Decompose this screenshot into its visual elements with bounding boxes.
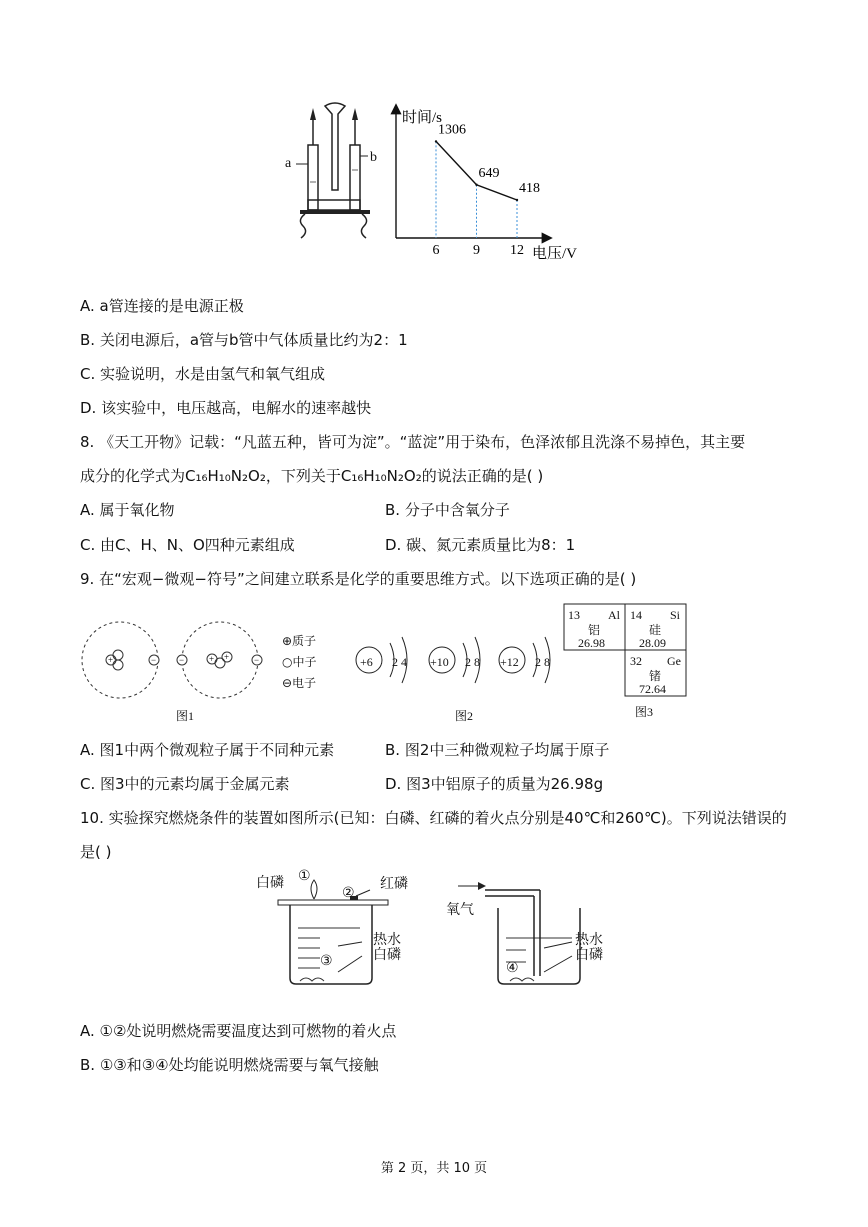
combustion-apparatus-figure — [250, 868, 630, 993]
q10-stem-line2: 是( ) — [80, 843, 112, 861]
series-line — [436, 141, 517, 200]
atom3-nucleus: +12 — [500, 655, 519, 669]
q7-option-c: C. 实验说明，水是由氢气和氧气组成 — [80, 365, 326, 383]
label-white-p-2: 白磷 — [575, 947, 603, 963]
data-point — [435, 140, 437, 142]
label-red-p: 红磷 — [380, 876, 408, 892]
q10-stem-line1: 10. 实验探究燃烧条件的装置如图所示(已知：白磷、红磷的着火点分别是40℃和260℃)。下列说法错误的 — [80, 809, 787, 827]
x-tick-label: 12 — [510, 243, 524, 258]
cell-si-number: 14 — [630, 608, 642, 622]
q10-option-b: B. ①③和③④处均能说明燃烧需要与氧气接触 — [80, 1056, 379, 1074]
fig2-caption: 图2 — [455, 709, 474, 723]
data-point — [516, 199, 518, 201]
q8-option-c: C. 由C、H、N、O四种元素组成 — [80, 536, 295, 554]
label-oxygen: 氧气 — [446, 902, 474, 918]
q8-option-b: B. 分子中含氧分子 — [385, 501, 510, 519]
cell-si-mass: 28.09 — [639, 636, 666, 650]
data-label: 649 — [478, 165, 500, 181]
cell-ge-mass: 72.64 — [639, 682, 666, 696]
data-label: 418 — [519, 181, 540, 196]
data-label: 1306 — [438, 122, 466, 138]
label-circle-1: ① — [298, 868, 311, 884]
label-white-p-top: 白磷 — [256, 875, 284, 891]
atom2-shells: 2 8 — [465, 655, 480, 669]
label-circle-2: ② — [342, 885, 355, 901]
q7-option-b: B. 关闭电源后，a管与b管中气体质量比约为2：1 — [80, 331, 408, 349]
data-point — [475, 184, 477, 186]
label-white-p-1: 白磷 — [373, 947, 401, 963]
q8-stem-line2: 成分的化学式为C₁₆H₁₀N₂O₂，下列关于C₁₆H₁₀N₂O₂的说法正确的是( ) — [80, 467, 544, 485]
cell-al-name: 铝 — [588, 623, 601, 637]
cell-si-name: 硅 — [649, 623, 662, 637]
q8-stem-line1: 8. 《天工开物》记载：“凡蓝五种，皆可为淀”。“蓝淀”用于染布，色泽浓郁且洗涤不易掉色，其主要 — [80, 433, 746, 451]
q8-option-a: A. 属于氧化物 — [80, 501, 175, 519]
label-circle-4: ④ — [506, 960, 519, 976]
q9-stem: 9. 在“宏观−微观−符号”之间建立联系是化学的重要思维方式。以下选项正确的是( ) — [80, 570, 637, 588]
voltage-time-chart — [380, 100, 600, 265]
x-axis-label: 电压/V — [532, 246, 578, 262]
tube-a-label: a — [285, 156, 292, 171]
x-tick-label: 6 — [432, 243, 440, 258]
cell-al-symbol: Al — [608, 608, 620, 622]
page-footer: 第 2 页，共 10 页 — [380, 1161, 488, 1176]
svg-text:+: + — [209, 654, 215, 664]
q9-option-b: B. 图2中三种微观粒子均属于原子 — [385, 741, 610, 759]
y-axis-label: 时间/s — [402, 110, 443, 126]
fig1-particles — [80, 615, 280, 705]
label-hot-water-2: 热水 — [575, 932, 603, 948]
svg-text:+: + — [224, 652, 230, 662]
q7-option-a: A. a管连接的是电源正极 — [80, 297, 244, 315]
cell-al-mass: 26.98 — [578, 636, 605, 650]
legend-neutron: ○中子 — [282, 655, 317, 669]
q7-option-d: D. 该实验中，电压越高，电解水的速率越快 — [80, 399, 372, 417]
svg-text:+: + — [108, 655, 114, 665]
cell-ge-number: 32 — [630, 654, 642, 668]
q9-option-d: D. 图3中铝原子的质量为26.98g — [385, 775, 604, 793]
label-hot-water-1: 热水 — [373, 932, 401, 948]
atom1-nucleus: +6 — [360, 655, 373, 669]
cell-al-number: 13 — [568, 608, 580, 622]
cell-si-symbol: Si — [670, 608, 681, 622]
label-circle-3: ③ — [320, 953, 333, 969]
atom3-shells: 2 8 — [535, 655, 550, 669]
fig3-caption: 图3 — [635, 705, 654, 719]
atom1-shells: 2 4 — [392, 655, 407, 669]
svg-text:−: − — [254, 655, 260, 665]
q9-option-c: C. 图3中的元素均属于金属元素 — [80, 775, 290, 793]
cell-ge-name: 锗 — [649, 669, 662, 683]
atom2-nucleus: +10 — [430, 655, 449, 669]
q8-option-d: D. 碳、氮元素质量比为8：1 — [385, 536, 576, 554]
fig1-caption: 图1 — [176, 709, 195, 723]
svg-text:−: − — [179, 655, 185, 665]
electrolysis-apparatus-figure — [280, 100, 390, 250]
legend-proton: ⊕质子 — [282, 634, 317, 648]
q10-option-a: A. ①②处说明燃烧需要温度达到可燃物的着火点 — [80, 1022, 397, 1040]
legend-electron: ⊖电子 — [282, 676, 317, 690]
tube-b-label: b — [370, 150, 377, 165]
cell-ge-symbol: Ge — [667, 654, 681, 668]
svg-text:−: − — [151, 655, 157, 665]
q9-option-a: A. 图1中两个微观粒子属于不同种元素 — [80, 741, 335, 759]
x-tick-label: 9 — [473, 243, 480, 258]
